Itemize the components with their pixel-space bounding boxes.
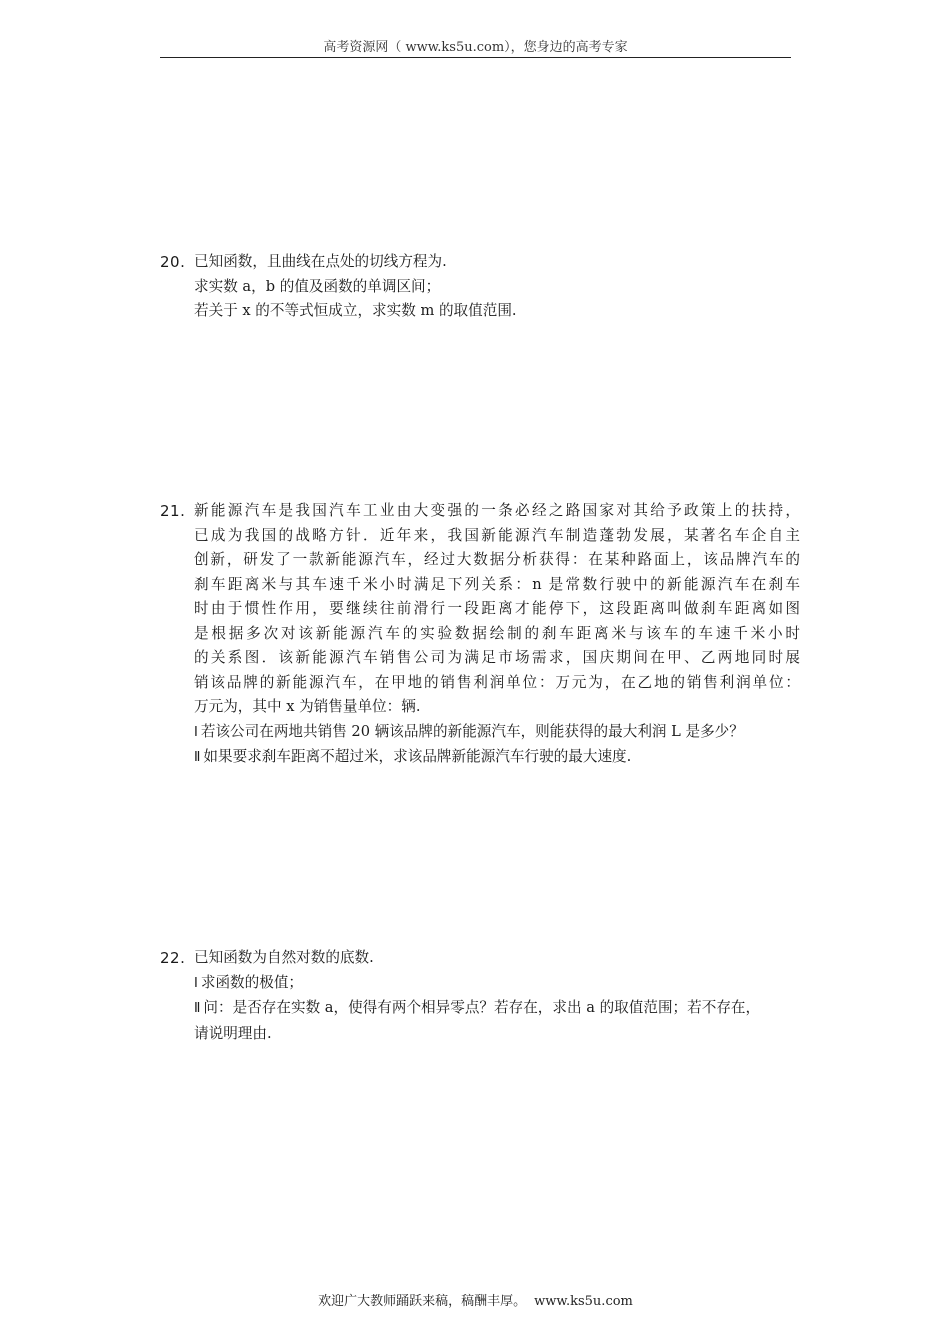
problem-number: 22. <box>160 949 186 967</box>
problem-number: 21. <box>160 502 186 520</box>
roman-numeral-2: Ⅱ <box>194 750 201 765</box>
problem-line: 是根据多次对该新能源汽车的实验数据绘制的刹车距离米与该车的车速千米小时 <box>194 624 800 642</box>
problem-line: 销该品牌的新能源汽车，在甲地的销售利润单位：万元为，在乙地的销售利润单位： <box>194 673 800 691</box>
problem-line: 已成为我国的战略方针．近年来，我国新能源汽车制造蓬勃发展，某著名车企自主 <box>194 526 800 544</box>
header-rule <box>160 57 791 58</box>
problem-line: 求实数 a，b 的值及函数的单调区间； <box>194 277 441 295</box>
problem-20 <box>160 250 800 324</box>
roman-numeral-2: Ⅱ <box>194 1001 201 1016</box>
sub-question-1 <box>194 720 800 746</box>
page-header: 高考资源网（ www.ks5u.com），您身边的高考专家 <box>323 40 628 55</box>
problem-line: 请说明理由. <box>194 1024 272 1042</box>
problem-line: 的关系图．该新能源汽车销售公司为满足市场需求，国庆期间在甲、乙两地同时展 <box>194 649 800 666</box>
sub-question-2 <box>194 745 800 771</box>
problem-line: 已知函数为自然对数的底数. <box>194 949 374 966</box>
sub-question-text: 如果要求刹车距离不超过米，求该品牌新能源汽车行驶的最大速度. <box>203 748 632 765</box>
problem-line: 新能源汽车是我国汽车工业由大变强的一条必经之路国家对其给予政策上的扶持， <box>194 502 800 519</box>
sub-question-text: 求函数的极值； <box>200 973 304 991</box>
problem-line: 已知函数，且曲线在点处的切线方程为. <box>194 253 447 270</box>
problem-line: 时由于惯性作用，要继续往前滑行一段距离才能停下，这段距离叫做刹车距离如图 <box>194 600 800 617</box>
footer-text: 欢迎广大教师踊跃来稿，稿酬丰厚。 <box>318 1294 527 1309</box>
page-footer <box>160 1290 791 1309</box>
footer-site: www.ks5u.com <box>534 1294 633 1309</box>
problem-line: 若关于 x 的不等式恒成立，求实数 m 的取值范围. <box>194 302 517 319</box>
sub-question-text: 问：是否存在实数 a，使得有两个相异零点？若存在，求出 a 的取值范围；若不存在， <box>203 999 761 1016</box>
roman-numeral-1: Ⅰ <box>194 724 198 740</box>
problem-line: 创新，研发了一款新能源汽车，经过大数据分析获得：在某种路面上，该品牌汽车的 <box>194 551 800 568</box>
problem-line: 万元为，其中 x 为销售量单位：辆. <box>194 698 421 715</box>
problem-number: 20. <box>160 253 186 271</box>
sub-question-2 <box>194 996 800 1022</box>
sub-question-1 <box>194 971 800 997</box>
roman-numeral-1: Ⅰ <box>194 975 198 991</box>
sub-question-text: 若该公司在两地共销售 20 辆该品牌的新能源汽车，则能获得的最大利润 L 是多少？ <box>200 722 744 740</box>
problem-22 <box>160 946 800 1046</box>
problem-21 <box>160 499 800 771</box>
problem-line: 刹车距离米与其车速千米小时满足下列关系：n 是常数行驶中的新能源汽车在刹车 <box>194 575 800 593</box>
